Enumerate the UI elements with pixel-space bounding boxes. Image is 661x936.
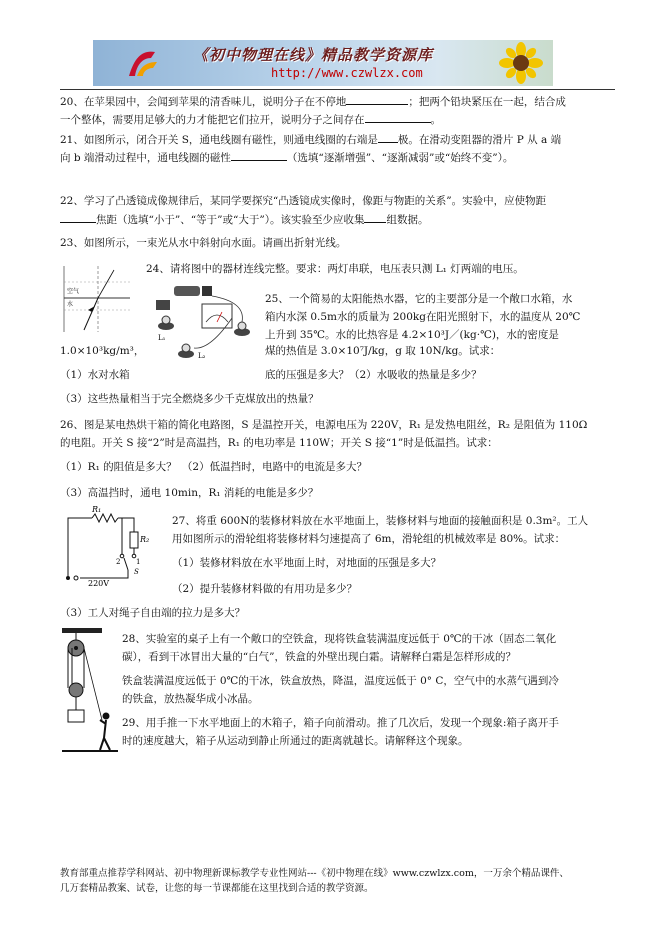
switch-s-icon xyxy=(124,558,128,570)
label-1: 1 xyxy=(136,558,141,566)
question-25: 25、一个简易的太阳能热水器，它的主要部分是一个敞口水箱，水 xyxy=(265,293,573,305)
question-27-line2: 用如图所示的滑轮组将装修材料匀速提高了 6m，滑轮组的机械效率是 80%。试求： xyxy=(172,533,566,545)
movable-pulley-icon xyxy=(69,683,83,697)
answer-blank xyxy=(231,148,287,161)
question-28-line2: 碳），看到干冰冒出大量的“白气”，铁盒的外壁出现白霜。请解释白霜是怎样形成的？ xyxy=(122,651,516,663)
footer-line-2: 几万套精品教案、试卷，让您的每一节课都能在这里找到合适的教学资源。 xyxy=(60,883,374,894)
question-26: 26、图是某电热烘干箱的简化电路图，S 是温控开关，电源电压为 220V，R₁ 是发热电阻丝，R₂ 是阻值为 110Ω xyxy=(60,419,588,431)
question-25-line4a: 1.0×10³kg/m³， xyxy=(60,345,145,357)
question-22-line2: 焦距（选填“小于”、“等于”或“大于”）。该实验至少应收集 组数据。 xyxy=(60,210,615,229)
question-25-line2: 箱内水深 0.5m水的质量为 200kg在阳光照射下，水的温度从 20℃ xyxy=(265,311,581,323)
question-23: 23、如图所示，一束光从水中斜射向水面。请画出折射光线。 xyxy=(60,237,347,249)
header-divider xyxy=(60,89,615,90)
label-l2: L₂ xyxy=(198,352,206,360)
label-l1: L₁ xyxy=(158,334,166,342)
question-22: 22、学习了凸透镜成像规律后，某同学要探究“凸透镜成实像时，像距与物距的关系”。实验中，应使物距 xyxy=(60,195,547,207)
answer-blank xyxy=(365,110,431,123)
question-27-part3: （3）工人对绳子自由端的拉力是多大？ xyxy=(60,607,246,619)
question-28: 28、实验室的桌子上有一个敞口的空铁盒，现将铁盒装满温度远低于 0℃的干冰（固态二氧化 xyxy=(122,633,557,645)
answer-blank xyxy=(364,210,386,223)
question-20-line2: 一个整体，需要用足够大的力才能把它们拉开，说明分子之间存在 。 xyxy=(60,110,615,129)
circuit-apparatus-figure xyxy=(150,282,260,364)
circuit-diagram-figure xyxy=(62,506,166,586)
question-25-line3: 上升到 35℃。水的比热容是 4.2×10³J／(kg·℃)，水的密度是 xyxy=(265,329,559,341)
ceiling-icon xyxy=(62,628,102,633)
label-water: 水 xyxy=(67,301,74,308)
worker-icon xyxy=(103,713,110,720)
resistor-r1-icon xyxy=(92,514,118,522)
header-banner xyxy=(93,40,553,86)
question-20: 20、在苹果园中，会闻到苹果的清香味儿，说明分子在不停地 ；把两个铅块紧压在一起，结合成 xyxy=(60,92,615,111)
question-26-line2: 的电阻。开关 S 接“2”时是高温挡，R₁ 的电功率是 110W；开关 S 接“1”时是低温挡。试求： xyxy=(60,437,498,449)
load-box-icon xyxy=(68,710,84,722)
question-25-part3: （3）这些热量相当于完全燃烧多少千克煤放出的热量？ xyxy=(60,393,319,405)
question-21-line2: 向 b 端滑动过程中，通电线圈的磁性 （选填“逐渐增强”、“逐渐减弱”或“始终不变”）。 xyxy=(60,148,615,167)
site-logo-icon xyxy=(125,46,159,80)
question-21: 21、如图所示，闭合开关 S，通电线圈有磁性，则通电线圈的右端是 极。在滑动变阻器的滑片 P 从 a 端 xyxy=(60,130,615,149)
label-2: 2 xyxy=(116,558,121,566)
header-url[interactable]: http://www.czwlzx.com xyxy=(271,66,423,80)
question-26-part3: （3）高温挡时，通电 10min，R₁ 消耗的电能是多少？ xyxy=(60,487,319,499)
resistor-r2-icon xyxy=(130,532,138,548)
question-27-part1: （1）装修材料放在水平地面上时，对地面的压强是多大？ xyxy=(172,557,442,569)
question-27-part2: （2）提升装修材料做的有用功是多少？ xyxy=(172,583,358,595)
refraction-figure xyxy=(62,264,132,334)
label-s: S xyxy=(134,568,139,576)
question-24: 24、请将图中的器材连线完整。要求：两灯串联，电压表只测 L₁ 灯两端的电压。 xyxy=(146,263,524,275)
switch-icon xyxy=(156,300,170,310)
battery-icon xyxy=(174,286,200,296)
label-r1: R₁ xyxy=(92,506,102,514)
question-27: 27、将重 600N的装修材料放在水平地面上，装修材料与地面的接触面积是 0.3m²。工人 xyxy=(172,515,589,527)
answer-blank xyxy=(346,92,408,105)
pulley-figure xyxy=(62,628,118,752)
question-28-answer: 铁盒装满温度远低于 0℃的干冰，铁盒放热，降温，温度远低于 0° C，空气中的水蒸气遇到冷 xyxy=(122,675,559,687)
label-220v: 220V xyxy=(88,579,110,586)
label-air: 空气 xyxy=(67,288,80,295)
label-r2: R₂ xyxy=(140,535,150,544)
footer xyxy=(60,866,620,896)
header-title: 《初中物理在线》精品教学资源库 xyxy=(193,46,434,64)
question-25-part1a: （1）水对水箱 xyxy=(60,369,130,381)
question-29: 29、用手推一下水平地面上的木箱子，箱子向前滑动。推了几次后，发现一个现象:箱子离开手 xyxy=(122,717,559,729)
question-25-line4b: 煤的热值是 3.0×10⁷J/kg，g 取 10N/kg。试求： xyxy=(265,345,501,357)
sunflower-icon xyxy=(495,42,547,84)
question-29-line2: 时的速度越大，箱子从运动到静止所通过的距离就越长。请解释这个现象。 xyxy=(122,735,469,747)
answer-blank xyxy=(378,130,398,143)
answer-blank xyxy=(60,210,96,223)
question-25-part1b: 底的压强是多大？（2）水吸收的热量是多少？ xyxy=(265,369,482,381)
question-26-parts: （1）R₁ 的阻值是多大？ （2）低温挡时，电路中的电流是多大？ xyxy=(60,461,368,473)
footer-line-1: 教育部重点推荐学科网站、初中物理新课标教学专业性网站---《初中物理在线》www.czwlzx.com，一万余个精品课件、 xyxy=(60,868,569,879)
question-28-answer-line2: 的铁盒，放热凝华成小冰晶。 xyxy=(122,693,259,705)
